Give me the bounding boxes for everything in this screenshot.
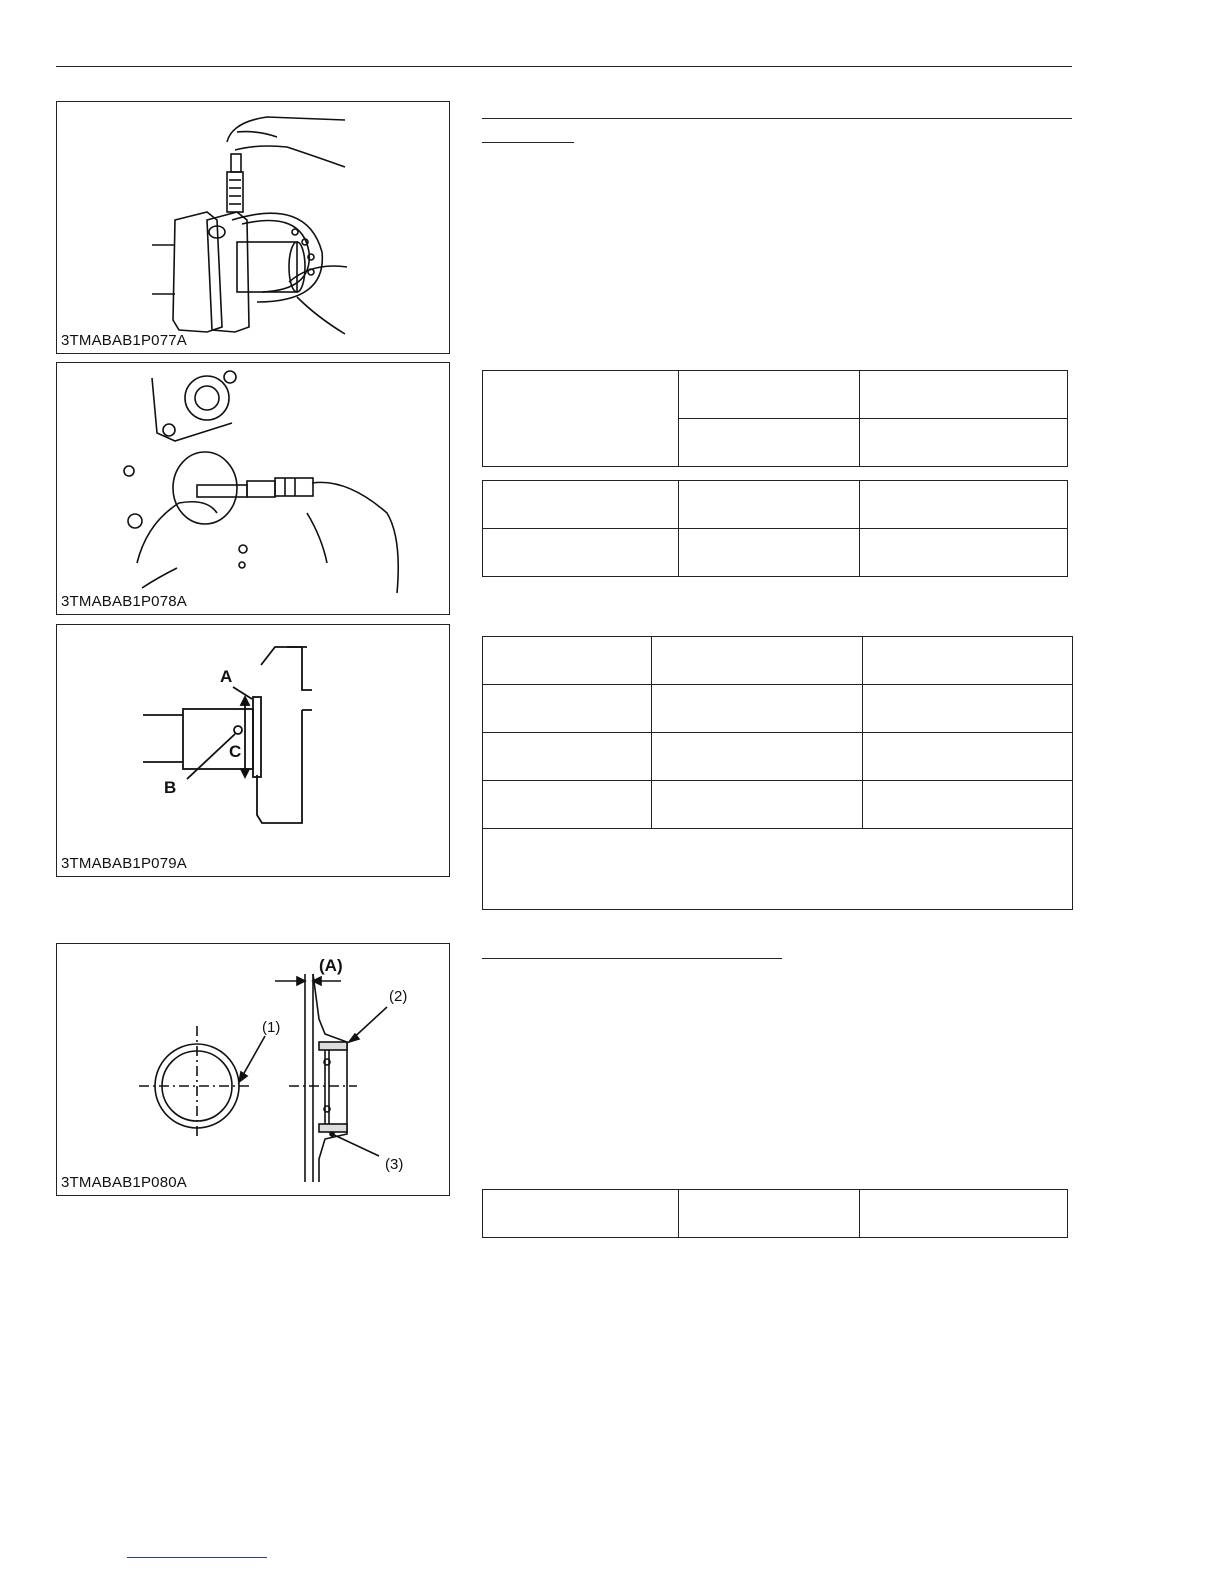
footer-link-underline[interactable] bbox=[127, 1557, 267, 1558]
table-cell bbox=[679, 371, 860, 419]
figure-caption: 3TMABAB1P079A bbox=[61, 855, 187, 872]
table-cell bbox=[860, 419, 1068, 467]
figure-caption: 3TMABAB1P077A bbox=[61, 332, 187, 349]
callout-1: (1) bbox=[262, 1019, 281, 1036]
table-cell bbox=[652, 781, 863, 829]
section-heading-underline-2 bbox=[482, 958, 782, 959]
table-cell bbox=[652, 685, 863, 733]
table-cell bbox=[483, 371, 679, 467]
table-cell bbox=[483, 733, 652, 781]
figure-caption: 3TMABAB1P080A bbox=[61, 1174, 187, 1191]
table-cell bbox=[860, 371, 1068, 419]
table-cell bbox=[679, 481, 860, 529]
table-cell bbox=[863, 781, 1073, 829]
table-cell bbox=[652, 733, 863, 781]
table-note-cell bbox=[483, 829, 1073, 910]
section-heading-rule bbox=[482, 118, 1072, 119]
crankshaft-journal-measuring-points-diagram bbox=[57, 625, 449, 876]
table-cell bbox=[679, 1190, 860, 1238]
dimension-label: (A) bbox=[319, 956, 343, 975]
bearing-bore-micrometer-illustration bbox=[57, 363, 449, 614]
spec-table-4 bbox=[482, 1189, 1068, 1238]
table-cell bbox=[860, 1190, 1068, 1238]
crankshaft-journal-micrometer-illustration bbox=[57, 102, 449, 353]
label-c: C bbox=[229, 742, 242, 761]
figure-caption: 3TMABAB1P078A bbox=[61, 593, 187, 610]
table-cell bbox=[483, 781, 652, 829]
figure-bearing-sleeve bbox=[56, 943, 450, 1196]
figure-bearing-bore-measurement bbox=[56, 362, 450, 615]
label-a: A bbox=[220, 667, 233, 686]
spec-table-3 bbox=[482, 636, 1073, 910]
table-cell bbox=[483, 1190, 679, 1238]
label-b: B bbox=[164, 778, 177, 797]
table-cell bbox=[483, 685, 652, 733]
page-top-rule bbox=[56, 66, 1072, 67]
table-cell bbox=[860, 529, 1068, 577]
table-cell bbox=[863, 733, 1073, 781]
table-cell bbox=[483, 481, 679, 529]
table-cell bbox=[679, 419, 860, 467]
callout-2: (2) bbox=[389, 988, 408, 1005]
table-cell bbox=[679, 529, 860, 577]
table-cell bbox=[483, 637, 652, 685]
table-cell bbox=[652, 637, 863, 685]
table-cell bbox=[483, 529, 679, 577]
table-cell bbox=[860, 481, 1068, 529]
table-cell bbox=[863, 685, 1073, 733]
section-heading-underline bbox=[482, 142, 574, 143]
figure-crankshaft-journal-measurement bbox=[56, 101, 450, 354]
spec-table-1 bbox=[482, 370, 1068, 467]
callout-3: (3) bbox=[385, 1156, 404, 1173]
table-cell bbox=[863, 637, 1073, 685]
spec-table-2 bbox=[482, 480, 1068, 577]
figure-measuring-points bbox=[56, 624, 450, 877]
bearing-sleeve-dimension-diagram bbox=[57, 944, 449, 1195]
